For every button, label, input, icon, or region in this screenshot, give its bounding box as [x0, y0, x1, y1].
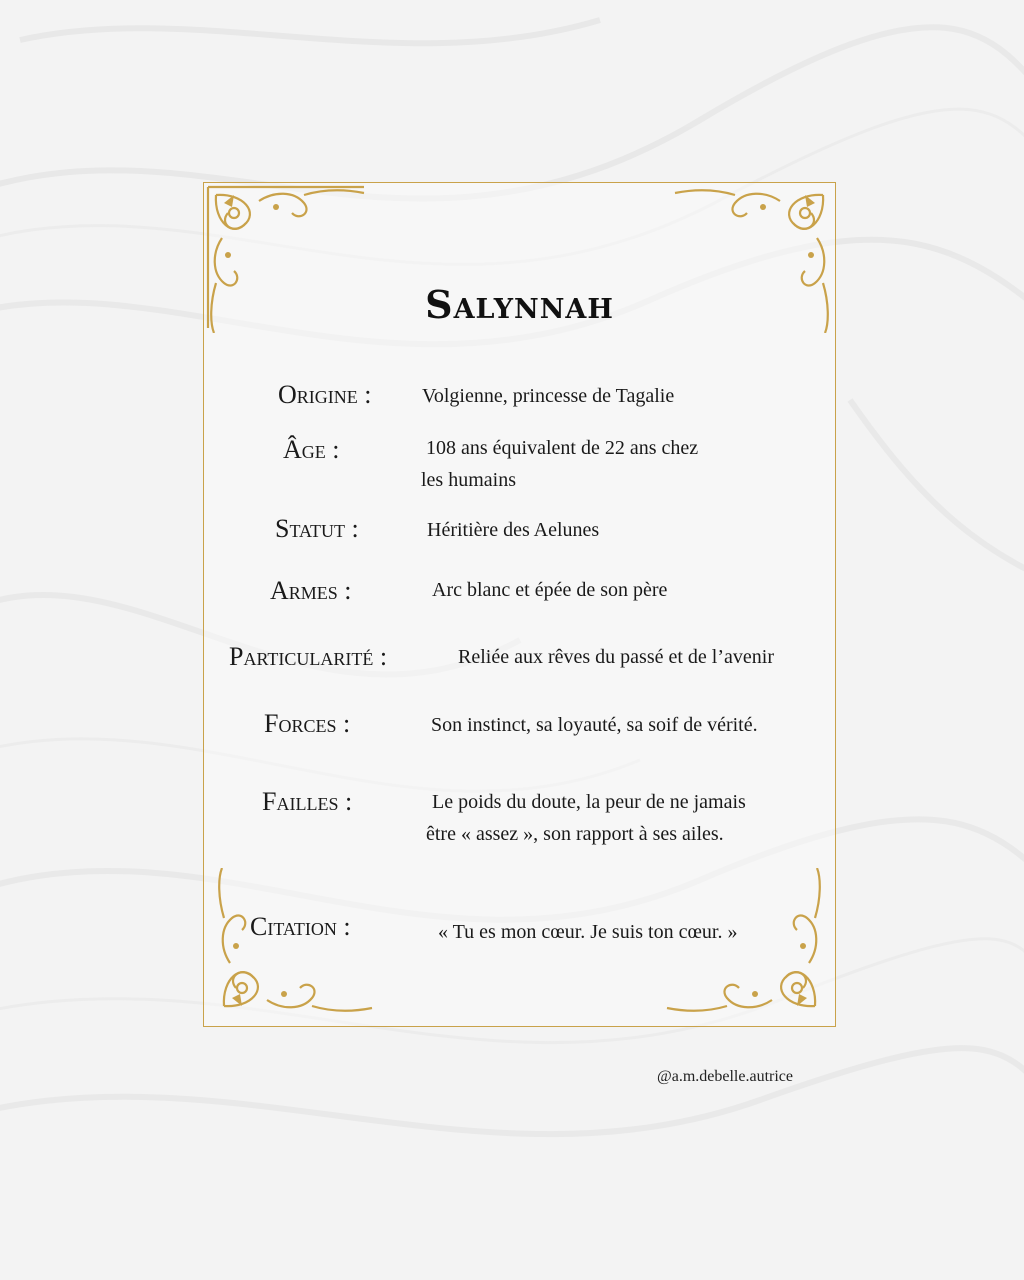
value-age-line2: les humains: [421, 469, 516, 491]
value-origine: Volgienne, princesse de Tagalie: [422, 385, 675, 407]
label-citation: Citation :: [250, 912, 351, 941]
value-failles-line1: Le poids du doute, la peur de ne jamais: [432, 791, 746, 813]
label-failles: Failles :: [262, 787, 353, 816]
value-armes: Arc blanc et épée de son père: [432, 579, 668, 601]
value-particularite: Reliée aux rêves du passé et de l’avenir: [458, 646, 774, 668]
label-particularite: Particularité :: [229, 642, 388, 671]
character-name: Salynnah: [425, 282, 614, 327]
label-origine: Origine :: [278, 380, 372, 409]
value-forces: Son instinct, sa loyauté, sa soif de vérité.: [431, 714, 758, 736]
label-forces: Forces :: [264, 709, 351, 738]
label-statut: Statut :: [275, 514, 359, 543]
author-handle: @a.m.debelle.autrice: [657, 1068, 793, 1085]
value-statut: Héritière des Aelunes: [427, 519, 600, 541]
label-armes: Armes :: [270, 576, 352, 605]
value-failles-line2: être « assez », son rapport à ses ailes.: [426, 823, 724, 845]
ornament-corner-icon: [212, 868, 382, 1018]
label-age: Âge :: [283, 435, 340, 464]
value-age-line1: 108 ans équivalent de 22 ans chez: [426, 437, 699, 459]
value-citation: « Tu es mon cœur. Je suis ton cœur. »: [438, 921, 738, 943]
